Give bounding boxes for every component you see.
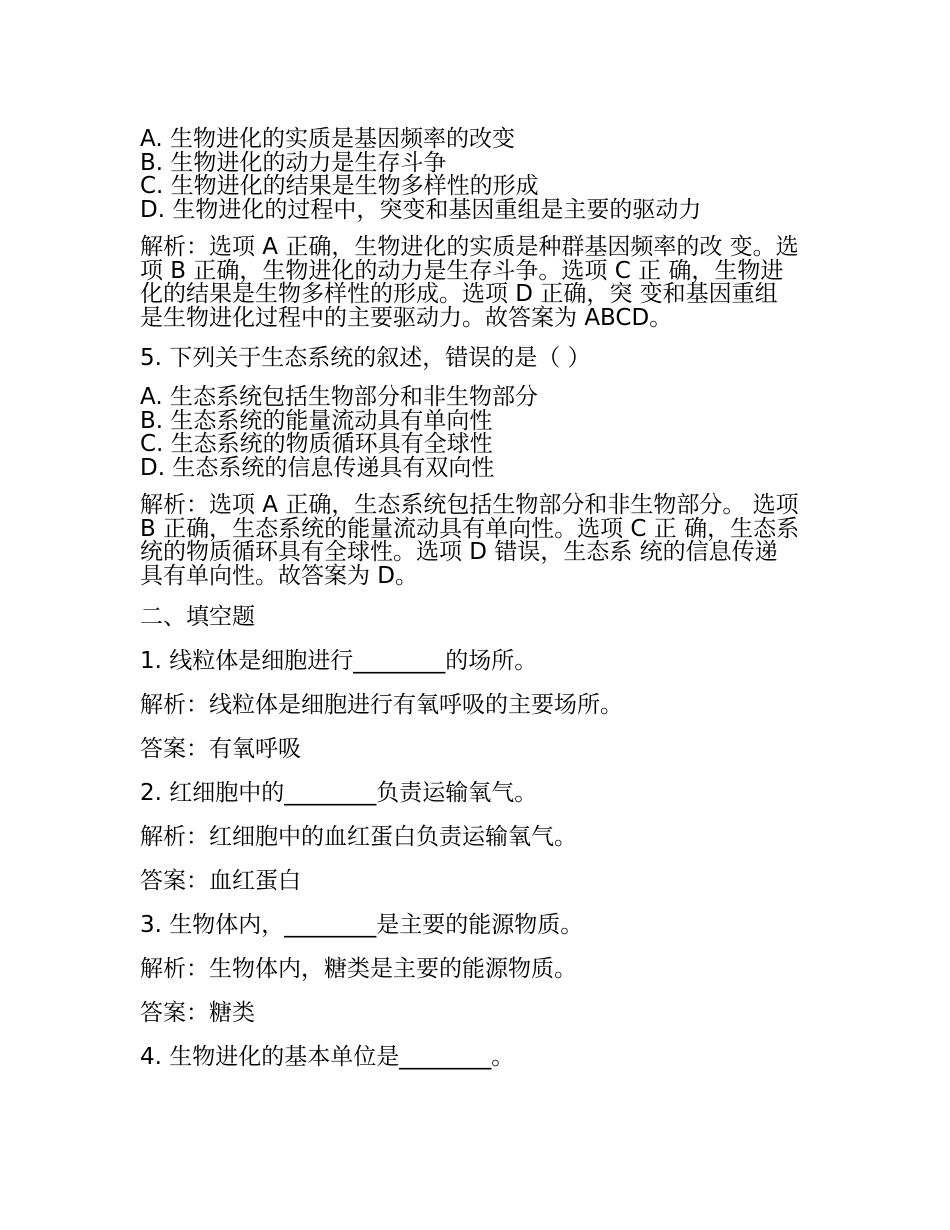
q4-analysis xyxy=(140,236,800,330)
q4-analysis-line: ABCD。 xyxy=(584,304,673,331)
q4-option-c: C. 生物进化的结果是生物多样性的形成 xyxy=(140,173,539,199)
q5-option-b: B. 生态系统的能量流动具有单向性 xyxy=(140,407,493,434)
q5-options xyxy=(140,386,800,480)
fill-question: 3. 生物体内，________是主要的能源物质。 xyxy=(140,912,584,938)
q5-analysis-line: 确，生态系统的物质循环具有全球性。选项 D 错误，生态系 xyxy=(140,515,800,565)
q5-option-c: C. 生态系统的物质循环具有全球性 xyxy=(140,431,493,457)
q4-analysis-line: 变和基因重组是生物进化过程中的主要驱动力。故答案为 xyxy=(140,281,778,331)
q4-analysis-line: 解析：选项 A 正确，生物进化的实质是种群基因频率的改 xyxy=(140,234,723,260)
fill-question: 2. 红细胞中的________负责运输氧气。 xyxy=(140,780,538,806)
fill-question: 1. 线粒体是细胞进行________的场所。 xyxy=(140,648,538,674)
q4-analysis-line: 变。选项 B 正确，生物进化的动力是生存斗争。选项 C 正 xyxy=(140,234,799,284)
q4-option-a: A. 生物进化的实质是基因频率的改变 xyxy=(140,126,515,152)
fill-question: 4. 生物进化的基本单位是________。 xyxy=(140,1044,515,1070)
q5-option-a: A. 生态系统包括生物部分和非生物部分 xyxy=(140,384,538,410)
q4-options xyxy=(140,128,800,222)
q4-analysis-line: 确，生物进化的结果是生物多样性的形成。选项 D 正确，突 xyxy=(140,257,784,307)
fill-answer: 答案：血红蛋白 xyxy=(140,868,301,894)
fill-answer: 答案：糖类 xyxy=(140,1000,255,1026)
document-page xyxy=(140,128,800,1072)
fill-analysis: 解析：红细胞中的血红蛋白负责运输氧气。 xyxy=(140,824,577,850)
q5-analysis-line: 选项 B 正确，生态系统的能量流动具有单向性。选项 C 正 xyxy=(140,492,799,542)
q4-option-d: D. 生物进化的过程中，突变和基因重组是主要的驱动力 xyxy=(140,196,702,223)
q5-analysis-line: 解析：选项 A 正确，生态系统包括生物部分和非生物部分。 xyxy=(140,492,746,518)
q5-question: 5. 下列关于生态系统的叙述，错误的是（ ） xyxy=(140,345,591,371)
fill-analysis: 解析：生物体内，糖类是主要的能源物质。 xyxy=(140,956,577,982)
section-heading: 二、填空题 xyxy=(140,604,255,630)
fill-answer: 答案：有氧呼吸 xyxy=(140,736,301,762)
fill-analysis: 解析：线粒体是细胞进行有氧呼吸的主要场所。 xyxy=(140,692,623,718)
q5-analysis-line: 统的信息传递具有单向性。故答案为 D。 xyxy=(140,539,778,589)
q5-option-d: D. 生态系统的信息传递具有双向性 xyxy=(140,454,495,481)
q5-analysis xyxy=(140,494,800,588)
q4-option-b: B. 生物进化的动力是生存斗争 xyxy=(140,149,447,176)
